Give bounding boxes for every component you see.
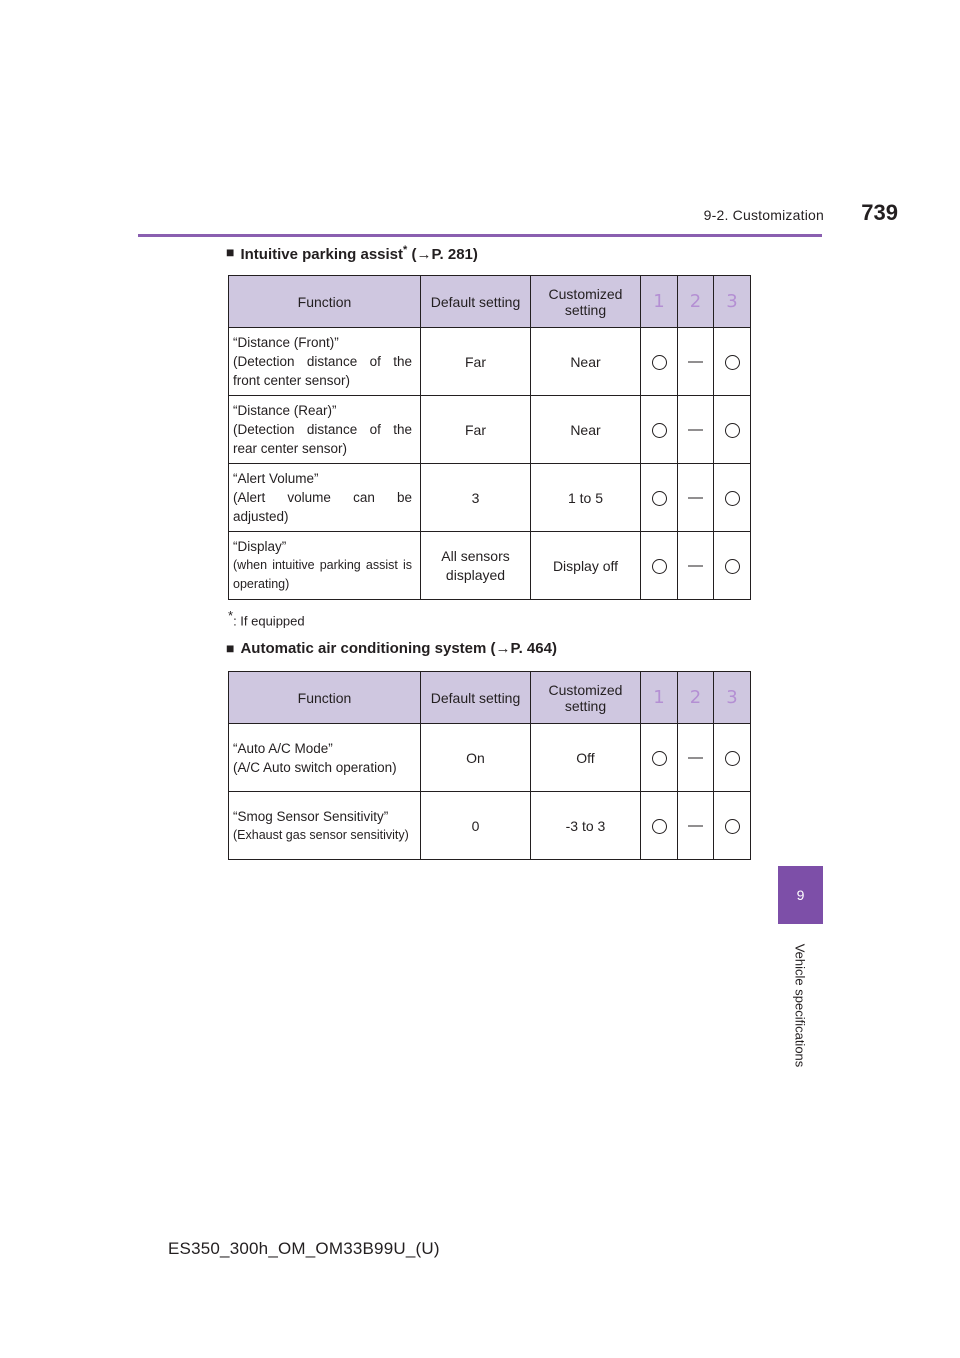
method-1-available-icon bbox=[641, 328, 678, 396]
method-3-icon: 3 bbox=[726, 686, 738, 708]
default-value: On bbox=[421, 724, 531, 792]
method-1-icon: 1 bbox=[653, 290, 665, 312]
column-header-customized: Customized setting bbox=[531, 672, 641, 724]
column-header-method-1 bbox=[641, 276, 678, 328]
function-description: (when intuitive parking assist is operating) bbox=[233, 558, 412, 591]
function-name: “Distance (Front)” bbox=[233, 335, 339, 350]
customized-value: 1 to 5 bbox=[531, 464, 641, 532]
column-header-method-1 bbox=[641, 672, 678, 724]
circle-icon bbox=[725, 751, 740, 766]
default-value: All sensors displayed bbox=[421, 532, 531, 600]
function-cell bbox=[229, 328, 421, 396]
function-cell bbox=[229, 792, 421, 860]
table-row bbox=[229, 464, 751, 532]
method-3-icon: 3 bbox=[726, 290, 738, 312]
method-2-unavailable bbox=[678, 328, 714, 396]
column-header-method-3 bbox=[714, 672, 751, 724]
table-row bbox=[229, 328, 751, 396]
method-2-unavailable bbox=[678, 532, 714, 600]
table-row bbox=[229, 532, 751, 600]
function-name: “Auto A/C Mode” bbox=[233, 740, 333, 756]
page-reference-link[interactable]: (→P. 464) bbox=[490, 640, 557, 657]
method-3-available-icon bbox=[714, 396, 751, 464]
section-reference: 9-2. Customization bbox=[703, 207, 824, 223]
column-header-method-2 bbox=[678, 672, 714, 724]
circle-icon bbox=[652, 819, 667, 834]
customized-value: Display off bbox=[531, 532, 641, 600]
method-3-available-icon bbox=[714, 724, 751, 792]
function-description: (Alert volume can be adjusted) bbox=[233, 490, 412, 524]
default-value: 0 bbox=[421, 792, 531, 860]
customized-value: Off bbox=[531, 724, 641, 792]
method-2-unavailable bbox=[678, 464, 714, 532]
function-name: “Display” bbox=[233, 539, 287, 554]
column-header-method-2 bbox=[678, 276, 714, 328]
circle-icon bbox=[725, 423, 740, 438]
function-name: “Smog Sensor Sensitivity” bbox=[233, 808, 389, 824]
table-row bbox=[229, 396, 751, 464]
section-heading-air-conditioning bbox=[226, 640, 557, 657]
chapter-title-text: Vehicle specifications bbox=[792, 943, 808, 1067]
document-code: ES350_300h_OM_OM33B99U_(U) bbox=[168, 1239, 440, 1258]
method-3-available-icon bbox=[714, 464, 751, 532]
circle-icon bbox=[652, 423, 667, 438]
footnote bbox=[228, 608, 305, 628]
method-2-icon: 2 bbox=[689, 290, 702, 312]
function-description: (Exhaust gas sensor sensitivity) bbox=[233, 827, 409, 842]
section-bullet: ■ bbox=[226, 244, 235, 260]
footnote-asterisk: * bbox=[228, 608, 234, 623]
table-header-row bbox=[229, 672, 751, 724]
method-3-available-icon bbox=[714, 328, 751, 396]
method-3-available-icon bbox=[714, 532, 751, 600]
method-1-available-icon bbox=[641, 724, 678, 792]
dash-icon: — bbox=[688, 557, 703, 574]
customized-value: Near bbox=[531, 328, 641, 396]
chapter-title-vertical bbox=[763, 938, 837, 1072]
section-bullet: ■ bbox=[226, 640, 235, 656]
default-value: 3 bbox=[421, 464, 531, 532]
method-2-unavailable bbox=[678, 724, 714, 792]
function-name: “Distance (Rear)” bbox=[233, 403, 337, 418]
method-1-available-icon bbox=[641, 532, 678, 600]
customized-value: -3 to 3 bbox=[531, 792, 641, 860]
equipment-asterisk: * bbox=[403, 244, 408, 256]
chapter-tab[interactable]: 9 bbox=[778, 866, 823, 924]
circle-icon bbox=[652, 559, 667, 574]
method-2-icon: 2 bbox=[689, 686, 702, 708]
function-cell bbox=[229, 396, 421, 464]
method-1-available-icon bbox=[641, 464, 678, 532]
function-description: (A/C Auto switch operation) bbox=[233, 759, 397, 775]
function-cell bbox=[229, 724, 421, 792]
function-description: (Detection distance of the front center sensor) bbox=[233, 354, 412, 388]
page-number: 739 bbox=[861, 200, 898, 225]
function-cell bbox=[229, 464, 421, 532]
section-title: Intuitive parking assist bbox=[240, 246, 404, 263]
parking-assist-table bbox=[228, 275, 751, 600]
table-row bbox=[229, 724, 751, 792]
circle-icon bbox=[725, 819, 740, 834]
column-header-default: Default setting bbox=[421, 276, 531, 328]
circle-icon bbox=[725, 491, 740, 506]
dash-icon: — bbox=[688, 421, 703, 438]
dash-icon: — bbox=[688, 489, 703, 506]
dash-icon: — bbox=[688, 749, 703, 766]
function-description: (Detection distance of the rear center sensor) bbox=[233, 422, 412, 456]
method-1-icon: 1 bbox=[653, 686, 665, 708]
default-value: Far bbox=[421, 328, 531, 396]
dash-icon: — bbox=[688, 817, 703, 834]
default-value: Far bbox=[421, 396, 531, 464]
circle-icon bbox=[652, 491, 667, 506]
air-conditioning-table bbox=[228, 671, 751, 860]
footnote-text: : If equipped bbox=[233, 613, 305, 629]
method-1-available-icon bbox=[641, 792, 678, 860]
section-heading-parking-assist bbox=[226, 244, 478, 263]
dash-icon: — bbox=[688, 353, 703, 370]
customized-value: Near bbox=[531, 396, 641, 464]
function-name: “Alert Volume” bbox=[233, 471, 319, 486]
column-header-function: Function bbox=[229, 672, 421, 724]
column-header-customized: Customized setting bbox=[531, 276, 641, 328]
method-2-unavailable bbox=[678, 792, 714, 860]
function-cell bbox=[229, 532, 421, 600]
section-title: Automatic air conditioning system bbox=[240, 640, 487, 657]
method-1-available-icon bbox=[641, 396, 678, 464]
method-2-unavailable bbox=[678, 396, 714, 464]
table-row bbox=[229, 792, 751, 860]
column-header-default: Default setting bbox=[421, 672, 531, 724]
table-header-row bbox=[229, 276, 751, 328]
column-header-method-3 bbox=[714, 276, 751, 328]
column-header-function: Function bbox=[229, 276, 421, 328]
circle-icon bbox=[725, 559, 740, 574]
circle-icon bbox=[652, 355, 667, 370]
method-3-available-icon bbox=[714, 792, 751, 860]
page-reference-link[interactable]: (→P. 281) bbox=[411, 246, 478, 263]
circle-icon bbox=[725, 355, 740, 370]
circle-icon bbox=[652, 751, 667, 766]
